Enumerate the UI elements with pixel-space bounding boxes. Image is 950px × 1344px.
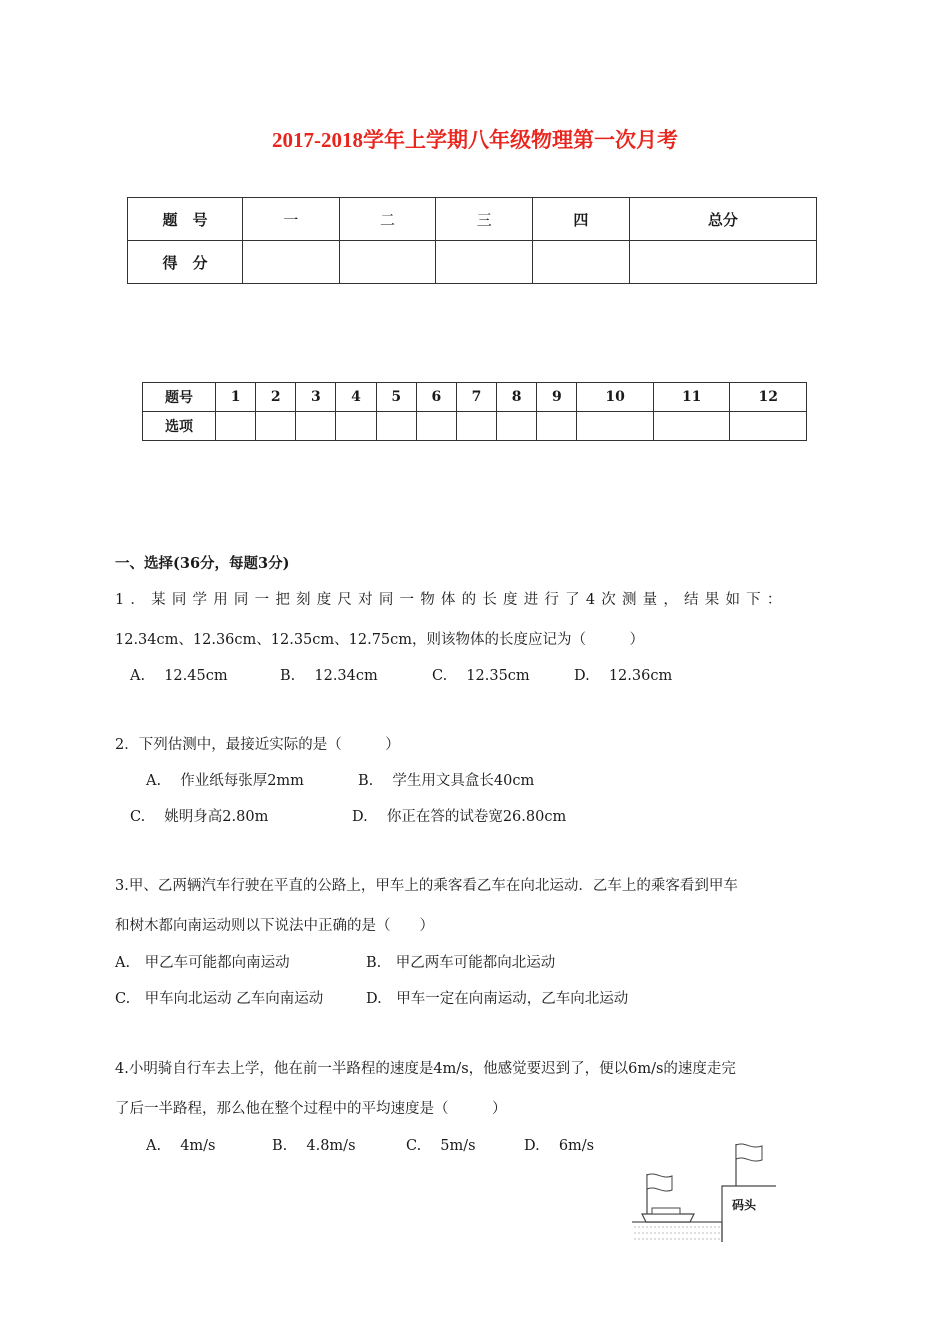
question-2-stem: 2．下列估测中，最接近实际的是（ ） bbox=[115, 737, 400, 753]
score-col-3: 三 bbox=[436, 198, 533, 241]
answer-cell[interactable] bbox=[537, 412, 577, 441]
score-col-total: 总分 bbox=[629, 198, 816, 241]
score-col-4: 四 bbox=[533, 198, 630, 241]
score-cell[interactable] bbox=[629, 241, 816, 284]
score-row-label: 得 分 bbox=[128, 241, 243, 284]
question-number: 2 bbox=[256, 383, 296, 412]
answer-table-number-row bbox=[143, 383, 807, 412]
question-4-stem-line-2: 了后一半路程，那么他在整个过程中的平均速度是（ ） bbox=[115, 1101, 507, 1117]
score-table bbox=[127, 197, 817, 284]
answer-cell[interactable] bbox=[730, 412, 807, 441]
question-2-option-a: A. 作业纸每张厚2mm bbox=[146, 773, 304, 789]
score-cell[interactable] bbox=[243, 241, 340, 284]
score-cell[interactable] bbox=[339, 241, 436, 284]
dock-label: 码头 bbox=[732, 1198, 757, 1212]
question-number: 11 bbox=[653, 383, 730, 412]
question-3-option-d: D. 甲车一定在向南运动，乙车向北运动 bbox=[366, 991, 629, 1007]
score-col-1: 一 bbox=[243, 198, 340, 241]
question-3-stem-line-1: 3.甲、乙两辆汽车行驶在平直的公路上，甲车上的乘客看乙车在向北运动．乙车上的乘客看到甲车 bbox=[115, 878, 738, 894]
question-4-option-a: A. 4m/s bbox=[146, 1138, 216, 1154]
question-4-option-d: D. 6m/s bbox=[524, 1138, 595, 1154]
question-number: 8 bbox=[497, 383, 537, 412]
question-number: 10 bbox=[577, 383, 654, 412]
answer-cell[interactable] bbox=[216, 412, 256, 441]
answer-cell[interactable] bbox=[336, 412, 376, 441]
score-cell[interactable] bbox=[533, 241, 630, 284]
question-2-option-b: B. 学生用文具盒长40cm bbox=[358, 773, 535, 789]
answer-header-label: 题号 bbox=[143, 383, 216, 412]
answer-cell[interactable] bbox=[376, 412, 416, 441]
score-header-label: 题 号 bbox=[128, 198, 243, 241]
answer-cell[interactable] bbox=[416, 412, 456, 441]
answer-row-label: 选项 bbox=[143, 412, 216, 441]
question-1-option-d: D. 12.36cm bbox=[574, 668, 673, 684]
answer-table bbox=[142, 382, 807, 441]
question-3-option-c: C. 甲车向北运动 乙车向南运动 bbox=[115, 991, 324, 1007]
score-table-header-row bbox=[128, 198, 817, 241]
question-4-option-b: B. 4.8m/s bbox=[272, 1138, 356, 1154]
question-number: 4 bbox=[336, 383, 376, 412]
question-4-option-c: C. 5m/s bbox=[406, 1138, 476, 1154]
score-cell[interactable] bbox=[436, 241, 533, 284]
answer-cell[interactable] bbox=[577, 412, 654, 441]
question-3-option-a: A. 甲乙车可能都向南运动 bbox=[115, 955, 290, 971]
dock-figure bbox=[628, 1138, 778, 1250]
score-table-score-row bbox=[128, 241, 817, 284]
question-number: 7 bbox=[456, 383, 496, 412]
section-heading: 一、选择(36分，每题3分) bbox=[115, 555, 290, 572]
question-number: 12 bbox=[730, 383, 807, 412]
question-3-stem-line-2: 和树木都向南运动则以下说法中正确的是（ ） bbox=[115, 918, 434, 934]
question-number: 6 bbox=[416, 383, 456, 412]
answer-cell[interactable] bbox=[296, 412, 336, 441]
question-2-option-d: D. 你正在答的试卷宽26.80cm bbox=[352, 809, 567, 825]
question-1-option-c: C. 12.35cm bbox=[432, 668, 530, 684]
question-number: 5 bbox=[376, 383, 416, 412]
answer-table-option-row bbox=[143, 412, 807, 441]
question-number: 3 bbox=[296, 383, 336, 412]
exam-title: 2017-2018学年上学期八年级物理第一次月考 bbox=[272, 128, 678, 152]
question-1-option-a: A. 12.45cm bbox=[130, 668, 228, 684]
score-col-2: 二 bbox=[339, 198, 436, 241]
question-1-stem-line-1: 1．某同学用同一把刻度尺对同一物体的长度进行了4次测量，结果如下： bbox=[115, 592, 788, 608]
answer-cell[interactable] bbox=[653, 412, 730, 441]
question-number: 1 bbox=[216, 383, 256, 412]
answer-cell[interactable] bbox=[456, 412, 496, 441]
dock-figure-drawing bbox=[628, 1138, 778, 1250]
question-1-option-b: B. 12.34cm bbox=[280, 668, 378, 684]
answer-cell[interactable] bbox=[256, 412, 296, 441]
question-4-stem-line-1: 4.小明骑自行车去上学，他在前一半路程的速度是4m/s，他感觉要迟到了，便以6m/s的速度走完 bbox=[115, 1061, 736, 1077]
answer-cell[interactable] bbox=[497, 412, 537, 441]
question-3-option-b: B. 甲乙两车可能都向北运动 bbox=[366, 955, 556, 971]
question-number: 9 bbox=[537, 383, 577, 412]
question-1-stem-line-2: 12.34cm、12.36cm、12.35cm、12.75cm，则该物体的长度应记为（ ） bbox=[115, 632, 645, 648]
question-2-option-c: C. 姚明身高2.80m bbox=[130, 809, 269, 825]
